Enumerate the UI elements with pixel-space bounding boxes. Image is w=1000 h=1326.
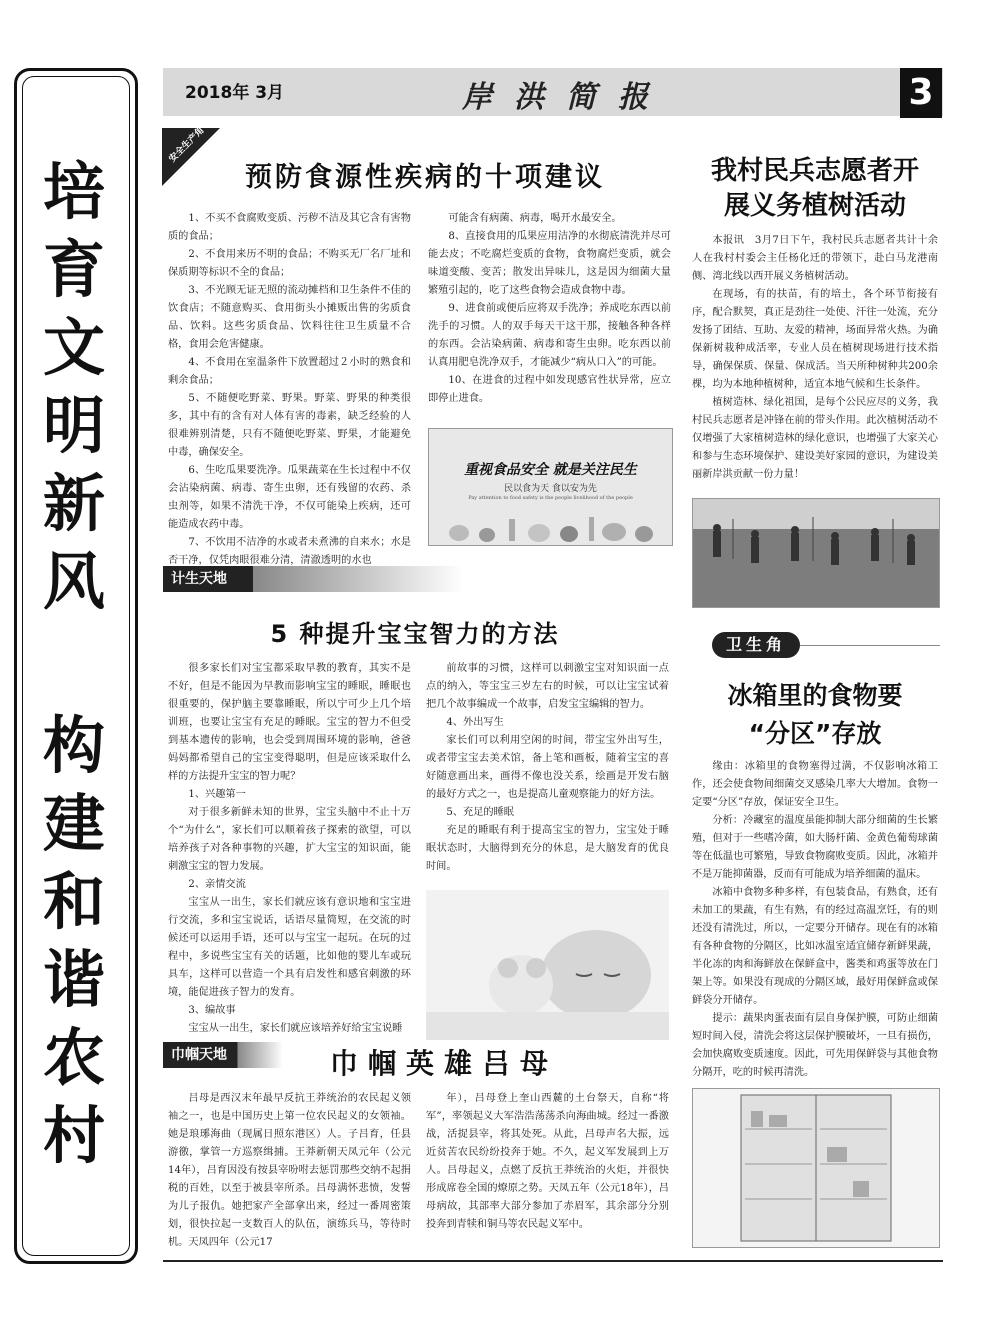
paragraph: 5、不随便吃野菜、野果。野菜、野果的种类很多，其中有的含有对人体有害的毒素，缺乏经验的人很难辨别清楚，只有不随便吃野菜、野果，才能避免中毒，确保安全。 <box>168 393 411 458</box>
article-title-fridge-line2: “分区”存放 <box>748 719 882 748</box>
slogan-panel <box>14 68 138 1264</box>
paragraph: 5、充足的睡眠 <box>446 807 514 818</box>
paragraph: 宝宝从一出生，家长们就应该培养好给宝宝说睡 <box>188 1023 403 1034</box>
paragraph: 前故事的习惯，这样可以刺激宝宝对知识面一点点的纳入，等宝宝三岁左右的时候，可以让宝宝试着把几个故事编成一个故事，启发宝宝编辑的智力。 <box>426 663 669 710</box>
article-body-food-safety-col2 <box>428 210 671 408</box>
slogan-char: 谐 <box>42 943 105 1016</box>
paragraph: 3、不光顾无证无照的流动摊档和卫生条件不佳的饮食店；不随意购买、食用街头小摊贩出售的劣质食品、饮料。这些劣质食品、饮料往往卫生质量不合格，食用会危害健康。 <box>168 285 411 350</box>
paragraph: 1、兴趣第一 <box>188 789 246 800</box>
article-body-fridge <box>692 758 938 1082</box>
corner-tag-label: 安全生产角 <box>167 125 207 165</box>
paragraph: 2、不食用来历不明的食品；不购买无厂名厂址和保质期等标识不全的食品； <box>168 249 411 278</box>
refrigerator-photo <box>692 1088 940 1248</box>
article-title-militia-line2: 展义务植树活动 <box>723 191 906 221</box>
page-number: 3 <box>900 68 942 118</box>
slogan-char: 培 <box>42 155 105 228</box>
section-tag-health-label: 卫生角 <box>725 635 786 654</box>
paragraph: 10、在进食的过程中如发现感官性状异常，应立即停止进食。 <box>428 375 671 404</box>
paragraph: 家长们可以利用空闲的时间，带宝宝外出写生，或者带宝宝去美术馆，备上笔和画板，随着宝宝的喜好随意画出来，画得不像也没关系，绘画是开发右脑的最好方式之一，也是提高儿童观察能力的好方法。 <box>426 735 669 800</box>
slogan-char: 构 <box>42 709 105 782</box>
paragraph: 提示：蔬果肉蛋表面有层自身保护膜，可防止细菌短时间入侵，清洗会将这层保护膜破坏，一旦有损伤，会加快腐败变质速度。因此，可先用保鲜袋与其他食物分隔开，吃的时候再清洗。 <box>692 1013 938 1078</box>
paragraph: 6、生吃瓜果要洗净。瓜果蔬菜在生长过程中不仅会沾染病菌、病毒、寄生虫卵，还有残留的农药、杀虫剂等，如果不清洗干净，不仅可能染上疾病，还可能造成农药中毒。 <box>168 465 411 530</box>
footer-rule <box>163 1260 943 1262</box>
slogan-char: 风 <box>42 545 105 618</box>
article-body-militia <box>692 232 938 484</box>
section-tag-label: 计生天地 <box>171 571 227 587</box>
slogan-char: 农 <box>42 1021 105 1094</box>
slogan-char: 明 <box>42 389 105 462</box>
tree-planting-scene <box>693 499 939 607</box>
article-body-lu-mu-col2 <box>426 1090 669 1234</box>
banner-main-text: 重视食品安全 就是关注民生 <box>464 462 637 478</box>
paragraph: 8、直接食用的瓜果应用洁净的水彻底清洗并尽可能去皮；不吃腐烂变质的食物，食物腐烂变质，就会味道变酸、变苦；散发出异味儿，这是因为细菌大量繁殖引起的，吃了这些食物会造成食物中毒。 <box>428 231 671 296</box>
paragraph: 1、不买不食腐败变质、污秽不洁及其它含有害物质的食品； <box>168 213 411 242</box>
newsletter-name: 岸洪简报 <box>462 80 670 115</box>
banner-sub-text: 民以食为天 食以安为先 <box>504 484 597 494</box>
slogan-char: 育 <box>42 233 105 306</box>
paragraph: 年），吕母登上奎山西麓的土台祭天，自称“将军”，率领起义大军浩浩荡荡杀向海曲城。经过一番激战，活捉县宰，将其处死。从此，吕母声名大振，远近贫苦农民纷纷投奔于她。不久，起义军发展到上万人。吕母起义，点燃了反抗王莽统治的火炬，并很快形成席卷全国的燎原之势。天凤五年（公元18年），吕母病故，其部率大部分参加了赤眉军，其余部分分别投奔到青犊和铜马等农民起义军中。 <box>426 1093 669 1230</box>
article-title-food-safety: 预防食源性疾病的十项建议 <box>245 162 605 193</box>
slogan-char: 和 <box>42 865 105 938</box>
paragraph: 本报讯 3月7日下午，我村民兵志愿者共计十余人在我村村委会主任杨化迁的带领下，赴白马龙港南侧、湾北线以西开展义务植树活动。 <box>692 235 938 282</box>
tree-planting-photo <box>692 498 940 608</box>
paragraph: 可能含有病菌、病毒，喝开水最安全。 <box>448 213 622 224</box>
article-body-baby-col1 <box>168 660 411 1038</box>
paragraph: 4、不食用在室温条件下放置超过２小时的熟食和剩余食品； <box>168 357 411 386</box>
paragraph: 缘由：冰箱里的食物塞得过满，不仅影响冰箱工作，还会使食物间细菌交叉感染几率大大增加。食物一定要“分区”存放，保证安全卫生。 <box>692 761 938 808</box>
paragraph: 7、不饮用不洁净的水或者未煮沸的自来水；水是否干净，仅凭肉眼很难分清，清澈透明的水也 <box>168 537 411 566</box>
paragraph: 吕母是西汉末年最早反抗王莽统治的农民起义领袖之一，也是中国历史上第一位农民起义的女领袖。她是琅琊海曲（现属日照东港区）人。子吕育，任县游徼，掌管一方巡察缉捕。王莽新朝天凤元年（公元14年），吕育因没有按县宰吩咐去惩罚那些交纳不起捐税的百姓，以至于被县宰所杀。吕母满怀悲愤，发誓为儿子报仇。她把家产全部拿出来，经过一番周密策划，很快拉起一支数百人的队伍，演练兵马，等待时机。天凤四年（公元17 <box>168 1093 411 1248</box>
paragraph: 4、外出写生 <box>446 717 504 728</box>
article-body-lu-mu-col1 <box>168 1090 411 1252</box>
article-body-baby-col2 <box>426 660 669 876</box>
paragraph: 2、亲情交流 <box>188 879 246 890</box>
section-tag-family-planning <box>163 566 463 592</box>
paragraph: 很多家长们对宝宝都采取早教的教育，其实不是不好，但是不能因为早教而影响宝宝的睡眠，睡眠也很重要的，保护脑主要靠睡眠，所以宁可少上几个培训班，也要让宝宝有充足的睡眠。宝宝的智力不但受到基本遗传的影响，也会受到周围环境的影响，爸爸妈妈都希望自己的宝宝变得聪明，但是应该采取什么样的方法提升宝宝的智力呢？ <box>168 663 411 782</box>
food-safety-banner <box>428 428 673 546</box>
paragraph: 充足的睡眠有利于提高宝宝的智力，宝宝处于睡眠状态时，大脑得到充分的休息，是大脑发育的优良时间。 <box>426 825 669 872</box>
slogan-char: 文 <box>42 311 105 384</box>
paragraph: 在现场，有的扶苗，有的培土，各个环节衔接有序，配合默契，真正是劲往一处使、汗往一处流，充分发扬了团结、互助、友爱的精神，场面异常火热。为确保新树栽种成活率，专业人员在植树现场进行技术指导，确保保质、保量、保成活。当天所种树种共200余棵，均为本地种植树种，适宜本地气候和生长条件。 <box>692 289 938 390</box>
article-title-militia-line1: 我村民兵志愿者开 <box>710 156 919 186</box>
article-title-baby-intelligence: 5 种提升宝宝智力的方法 <box>270 620 560 648</box>
slogan-char: 村 <box>42 1099 105 1172</box>
article-body-food-safety-col1 <box>168 210 411 570</box>
section-tag-women <box>163 1042 283 1068</box>
paragraph: 宝宝从一出生，家长们就应该有意识地和宝宝进行交流，多和宝宝说话，话语尽量简短，在交流的时候还可以运用手语，还可以与宝宝一起玩。在玩的过程中，多说些宝宝有关的话题，比如他的婴儿车或玩具车，这样可以营造一个具有启发性和感官刺激的环境，能促进孩子智力的发育。 <box>168 897 411 998</box>
section-tag-health <box>712 632 800 658</box>
paragraph: 对于很多新鲜未知的世界，宝宝头脑中不止十万个“为什么”，家长们可以顺着孩子探索的欲望，可以培养孩子对各种事物的兴趣，扩大宝宝的知识面，能刺激宝宝的智力发展。 <box>168 807 411 872</box>
slogan-char: 建 <box>42 787 105 860</box>
paragraph: 9、进食前或便后应将双手洗净；养成吃东西以前洗手的习惯。人的双手每天干这干那，接触各种各样的东西。会沾染病菌、病毒和寄生虫卵。吃东西以前认真用肥皂洗净双手，才能减少“病从口入”的可能。 <box>428 303 671 368</box>
section-tag-women-label: 巾帼天地 <box>171 1047 227 1063</box>
paragraph: 分析：冷藏室的温度虽能抑制大部分细菌的生长繁殖，但对于一些嗜冷菌，如大肠杆菌、金黄色葡萄球菌等在低温也可繁殖，导致食物腐败变质。因此，冰箱并不是万能抑菌器，反而有可能成为培养细菌的温床。 <box>692 815 938 880</box>
banner-english-text: Pay attention to food safety is the people livelihood of the people <box>468 495 633 501</box>
sleeping-baby-photo <box>426 890 669 1040</box>
paragraph: 冰箱中食物多种多样，有包装食品，有熟食，还有未加工的果蔬，有生有熟，有的经过高温烹饪，有的则还没有清洗过，所以，一定要分开储存。现在有的冰箱有各种食物的分隔区，比如冰温室适宜储存新鲜果蔬，半化冻的肉和海鲜放在保鲜盒中，酱类和鸡蛋等放在门架上等。如果没有现成的分隔区域，最好用保鲜盒或保鲜袋分开储存。 <box>692 887 938 1006</box>
paragraph: 3、编故事 <box>188 1005 236 1016</box>
refrigerator-illustration <box>693 1089 939 1247</box>
section-tag-health-rule <box>800 645 940 646</box>
sleeping-baby-illustration <box>426 890 669 1040</box>
slogan-char: 新 <box>42 467 105 540</box>
article-title-fridge-line1: 冰箱里的食物要 <box>727 681 903 710</box>
paragraph: 植树造林、绿化祖国，是每个公民应尽的义务，我村民兵志愿者是冲锋在前的带头作用。此次植树活动不仅增强了大家植树造林的绿化意识，也增强了大家关心和参与生态环境保护、建设美好家园的意识，为建设美丽新岸洪贡献一份力量！ <box>692 397 938 480</box>
issue-date: 2018年 3月 <box>185 83 285 103</box>
vegetables-illustration <box>429 505 672 545</box>
article-title-lu-mu: 巾帼英雄吕母 <box>330 1047 559 1080</box>
